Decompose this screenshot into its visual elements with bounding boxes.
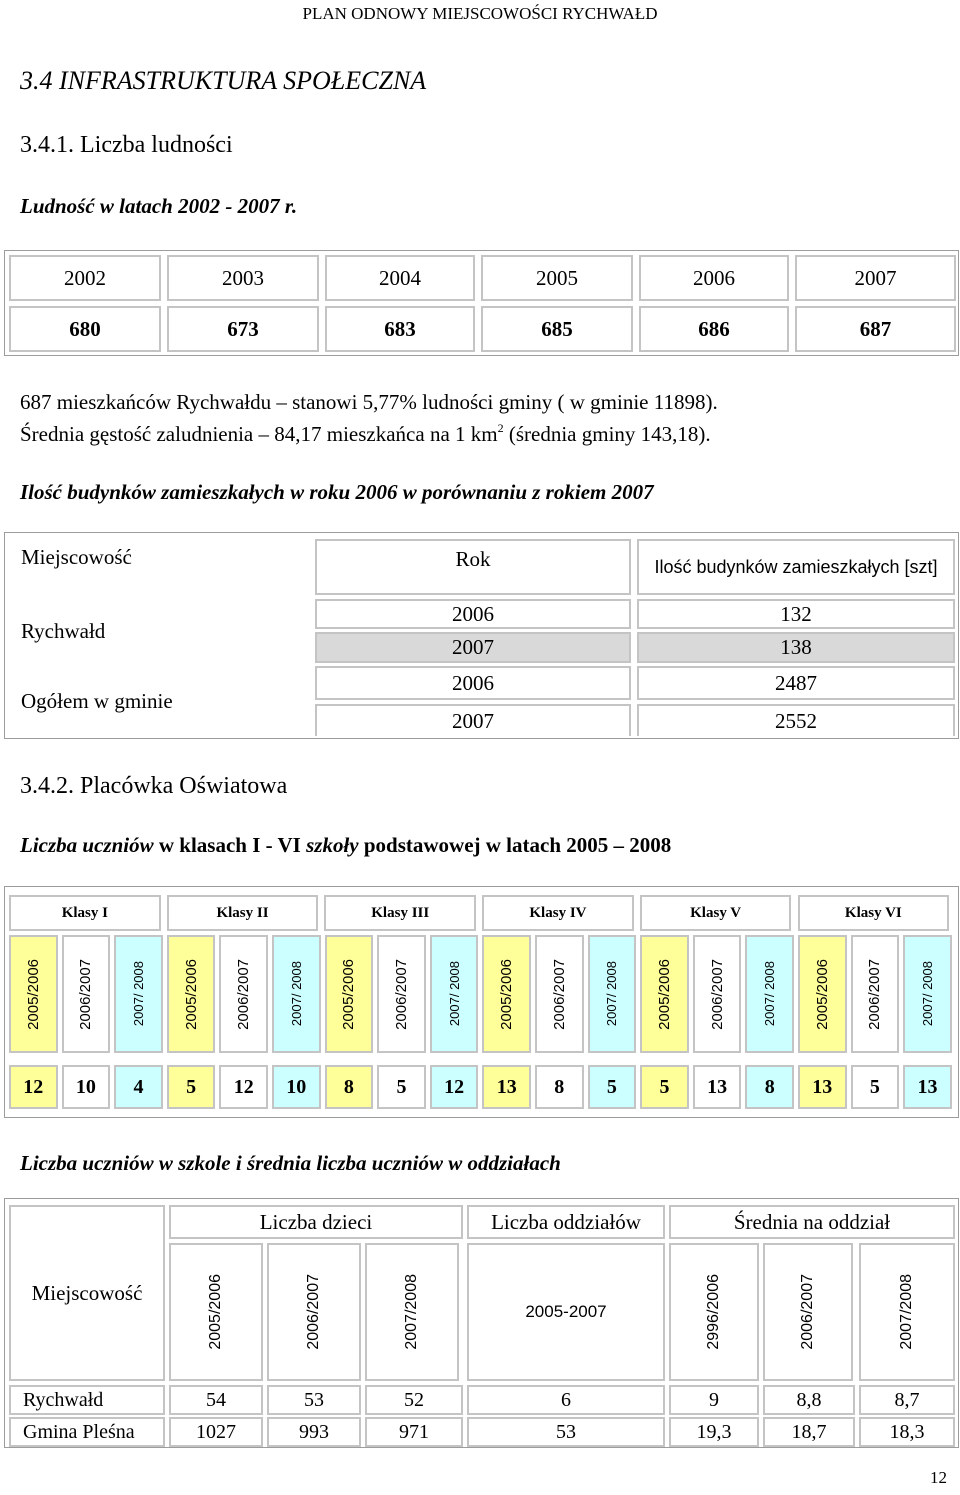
averages-year-label: 2006/2007 <box>305 1274 322 1350</box>
class-year-cell <box>745 935 794 1053</box>
class-year-label: 2007/ 2008 <box>130 961 146 1027</box>
class-year-label: 2007/ 2008 <box>288 961 304 1027</box>
population-caption: Ludność w latach 2002 - 2007 r. <box>20 194 298 218</box>
class-count-cell: 5 <box>588 1065 637 1109</box>
class-count-cell: 12 <box>219 1065 268 1109</box>
averages-header-avg: Średnia na oddział <box>669 1205 955 1239</box>
buildings-count-cell: 2487 <box>637 666 955 700</box>
class-year-cell <box>903 935 952 1053</box>
buildings-place-rychwald: Rychwałd <box>21 618 106 643</box>
averages-place-cell: Rychwałd <box>9 1385 165 1415</box>
class-header-cell: Klasy VI <box>798 895 950 931</box>
class-count-cell: 13 <box>693 1065 742 1109</box>
class-count-cell: 13 <box>482 1065 531 1109</box>
class-year-label: 2006/2007 <box>866 958 884 1030</box>
class-year-label: 2007/ 2008 <box>762 961 778 1027</box>
class-year-label: 2005/2006 <box>813 958 831 1030</box>
class-year-cell <box>9 935 58 1053</box>
class-count-cell: 13 <box>798 1065 847 1109</box>
population-value-cell: 680 <box>9 306 161 352</box>
class-count-cell: 5 <box>640 1065 689 1109</box>
class-year-cell <box>640 935 689 1053</box>
buildings-table <box>4 532 959 739</box>
averages-value-cell: 19,3 <box>669 1417 759 1447</box>
averages-value-cell: 993 <box>267 1417 361 1447</box>
averages-year-label: 2007/2008 <box>898 1274 915 1350</box>
population-value-cell: 685 <box>481 306 633 352</box>
averages-value-cell: 18,3 <box>859 1417 955 1447</box>
school-heading: 3.4.2. Placówka Oświatowa <box>20 773 288 799</box>
buildings-place-gmina: Ogółem w gminie <box>21 688 173 713</box>
class-header-cell: Klasy IV <box>482 895 634 931</box>
population-year-cell: 2003 <box>167 255 319 301</box>
class-year-label: 2006/2007 <box>235 958 253 1030</box>
class-header-cell: Klasy V <box>640 895 792 931</box>
averages-value-cell: 53 <box>267 1385 361 1415</box>
buildings-year-cell: 2006 <box>315 666 631 700</box>
class-year-label: 2007/ 2008 <box>919 961 935 1027</box>
class-count-cell: 5 <box>167 1065 216 1109</box>
school-classes-table <box>4 886 959 1118</box>
class-year-label: 2005/2006 <box>340 958 358 1030</box>
class-year-cell <box>798 935 847 1053</box>
class-year-cell <box>272 935 321 1053</box>
class-year-label: 2005/2006 <box>24 958 42 1030</box>
population-value-cell: 673 <box>167 306 319 352</box>
averages-year-cell <box>669 1243 759 1381</box>
class-count-cell: 8 <box>535 1065 584 1109</box>
averages-period-cell: 2005-2007 <box>467 1243 665 1381</box>
class-header-cell: Klasy I <box>9 895 161 931</box>
class-year-cell <box>693 935 742 1053</box>
population-year-cell: 2002 <box>9 255 161 301</box>
averages-value-cell: 52 <box>365 1385 463 1415</box>
averages-value-cell: 8,7 <box>859 1385 955 1415</box>
buildings-year-cell: 2006 <box>315 599 631 629</box>
running-header: PLAN ODNOWY MIEJSCOWOŚCI RYCHWAŁD <box>302 4 658 23</box>
class-year-label: 2005/2006 <box>182 958 200 1030</box>
averages-year-label: 2005/2006 <box>207 1274 224 1350</box>
averages-value-cell: 971 <box>365 1417 463 1447</box>
page-number: 12 <box>930 1468 947 1487</box>
class-count-cell: 12 <box>9 1065 58 1109</box>
class-year-label: 2006/2007 <box>708 958 726 1030</box>
population-year-cell: 2006 <box>639 255 789 301</box>
class-year-label: 2005/2006 <box>655 958 673 1030</box>
class-header-cell: Klasy III <box>324 895 476 931</box>
class-year-cell <box>377 935 426 1053</box>
averages-value-cell: 6 <box>467 1385 665 1415</box>
class-year-label: 2006/2007 <box>392 958 410 1030</box>
class-year-cell <box>482 935 531 1053</box>
averages-caption: Liczba uczniów w szkole i średnia liczba uczniów w oddziałach <box>20 1151 561 1175</box>
population-value-cell: 686 <box>639 306 789 352</box>
buildings-year-cell: 2007 <box>315 632 631 663</box>
averages-year-cell <box>859 1243 955 1381</box>
class-count-cell: 5 <box>377 1065 426 1109</box>
buildings-header-year: Rok <box>315 539 631 595</box>
class-year-label: 2006/2007 <box>77 958 95 1030</box>
class-year-cell <box>851 935 900 1053</box>
class-year-label: 2007/ 2008 <box>604 961 620 1027</box>
class-year-cell <box>62 935 111 1053</box>
population-paragraph-line2: Średnia gęstość zaludnienia – 84,17 mieszkańca na 1 $km^2$ (średnia gminy 143,18). <box>20 421 711 446</box>
class-count-cell: 8 <box>745 1065 794 1109</box>
population-year-cell: 2004 <box>325 255 475 301</box>
class-year-label: 2006/2007 <box>550 958 568 1030</box>
school-caption: Liczba uczniów w klasach I - VI szkoły podstawowej w latach 2005 – 2008 <box>20 833 672 857</box>
buildings-caption: Ilość budynków zamieszkałych w roku 2006 w porównaniu z rokiem 2007 <box>20 480 654 504</box>
averages-year-label: 2996/2006 <box>705 1274 722 1350</box>
buildings-count-cell: 138 <box>637 632 955 663</box>
buildings-header-place: Miejscowość <box>21 545 132 569</box>
averages-place-cell: Gmina Pleśna <box>9 1417 165 1447</box>
averages-header-units: Liczba oddziałów <box>467 1205 665 1239</box>
class-year-cell <box>219 935 268 1053</box>
class-count-cell: 13 <box>903 1065 952 1109</box>
class-count-cell: 12 <box>430 1065 479 1109</box>
averages-value-cell: 9 <box>669 1385 759 1415</box>
averages-year-cell <box>365 1243 459 1381</box>
averages-table <box>4 1198 959 1448</box>
population-value-cell: 687 <box>795 306 956 352</box>
class-year-cell <box>167 935 216 1053</box>
population-paragraph <box>20 389 950 447</box>
buildings-header-count: Ilość budynków zamieszkałych [szt] <box>637 539 955 595</box>
averages-value-cell: 8,8 <box>763 1385 855 1415</box>
class-year-cell <box>325 935 374 1053</box>
averages-year-cell <box>267 1243 361 1381</box>
class-year-label: 2007/ 2008 <box>446 961 462 1027</box>
class-count-cell: 5 <box>851 1065 900 1109</box>
class-count-cell: 8 <box>325 1065 374 1109</box>
class-year-label: 2005/2006 <box>498 958 516 1030</box>
buildings-year-cell: 2007 <box>315 704 631 736</box>
population-paragraph-line1: 687 mieszkańców Rychwałdu – stanowi 5,77% ludności gminy ( w gminie 11898). <box>20 390 718 414</box>
population-year-cell: 2007 <box>795 255 956 301</box>
class-year-cell <box>588 935 637 1053</box>
averages-header-place: Miejscowość <box>9 1205 165 1381</box>
section-title: 3.4 INFRASTRUKTURA SPOŁECZNA <box>20 66 427 95</box>
averages-year-label: 2007/2008 <box>403 1274 420 1350</box>
averages-value-cell: 54 <box>169 1385 263 1415</box>
population-year-cell: 2005 <box>481 255 633 301</box>
class-count-cell: 10 <box>272 1065 321 1109</box>
averages-value-cell: 53 <box>467 1417 665 1447</box>
population-table <box>4 250 959 356</box>
class-year-cell <box>430 935 479 1053</box>
averages-year-label: 2006/2007 <box>799 1274 816 1350</box>
averages-value-cell: 1027 <box>169 1417 263 1447</box>
class-count-cell: 4 <box>114 1065 163 1109</box>
population-heading: 3.4.1. Liczba ludności <box>20 132 233 158</box>
buildings-count-cell: 132 <box>637 599 955 629</box>
averages-year-cell <box>763 1243 853 1381</box>
class-count-cell: 10 <box>62 1065 111 1109</box>
averages-year-cell <box>169 1243 263 1381</box>
class-year-cell <box>535 935 584 1053</box>
averages-value-cell: 18,7 <box>763 1417 855 1447</box>
averages-header-children: Liczba dzieci <box>169 1205 463 1239</box>
buildings-count-cell: 2552 <box>637 704 955 736</box>
population-value-cell: 683 <box>325 306 475 352</box>
class-year-cell <box>114 935 163 1053</box>
class-header-cell: Klasy II <box>167 895 319 931</box>
